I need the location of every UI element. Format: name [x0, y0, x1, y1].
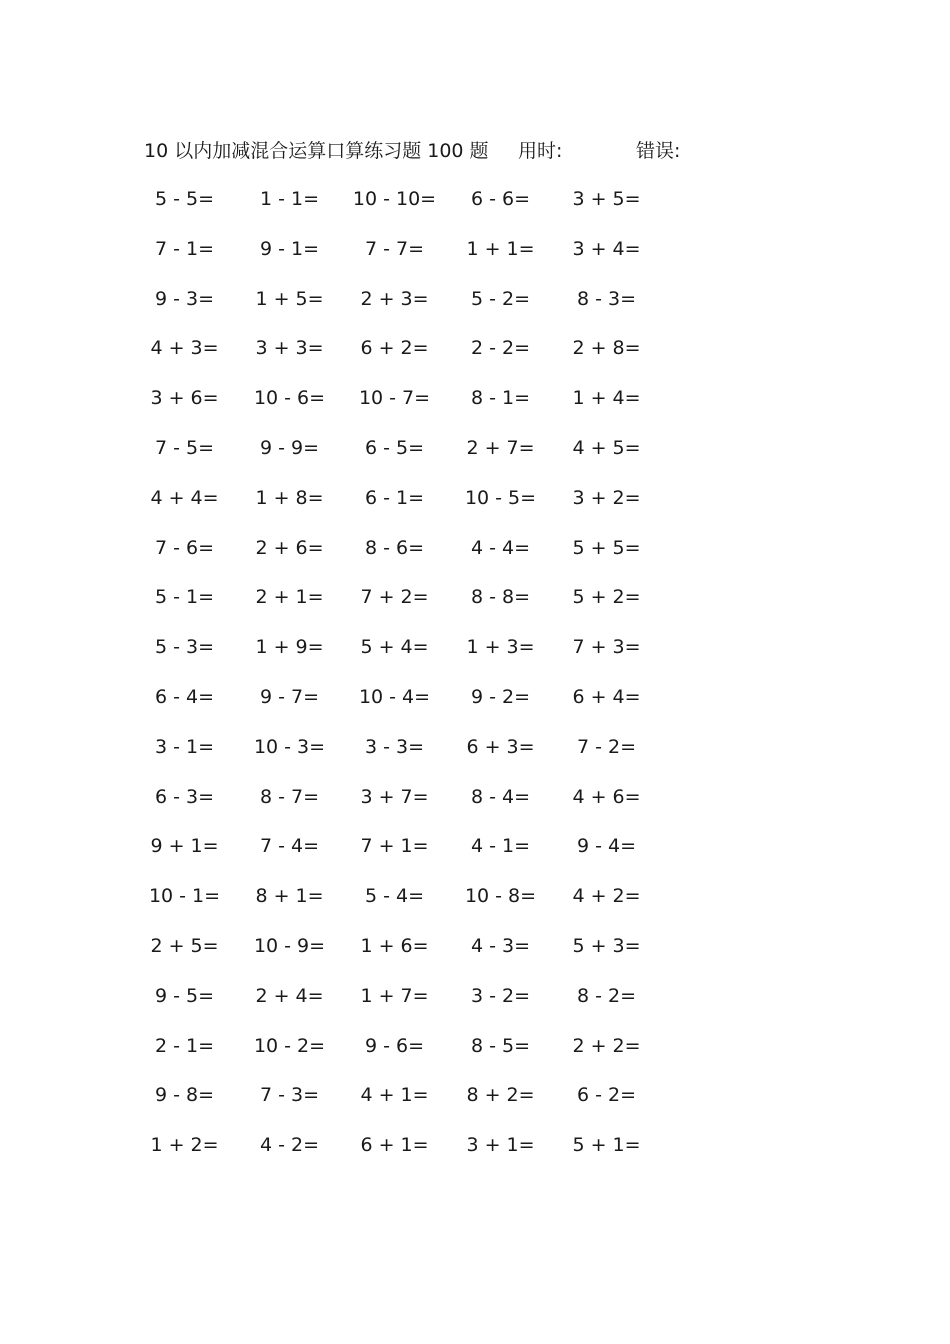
problem-cell: 8 + 1=: [255, 885, 324, 908]
problem-row: [144, 235, 704, 285]
problem-cell: 1 + 4=: [572, 387, 641, 410]
problem-cell: 2 + 8=: [572, 337, 641, 360]
problem-cell: 3 + 7=: [360, 785, 429, 808]
problem-cell: 3 + 5=: [572, 188, 641, 210]
problem-cell: 4 - 2=: [259, 1134, 320, 1157]
problem-cell: 6 + 3=: [466, 735, 535, 758]
problem-cell: 1 + 2=: [150, 1134, 219, 1157]
worksheet-header: [144, 137, 764, 165]
problem-cell: 9 + 1=: [150, 835, 219, 858]
problem-cell: 8 - 4=: [470, 785, 531, 808]
worksheet-title: 10 以内加减混合运算口算练习题 100 题: [144, 140, 489, 162]
problem-cell: 7 - 2=: [576, 735, 637, 758]
problem-row: [144, 882, 704, 932]
problem-cell: 10 - 3=: [253, 735, 326, 758]
problem-cell: 8 - 3=: [576, 287, 637, 310]
problem-cell: 1 + 6=: [360, 934, 429, 957]
time-used-label: 用时:: [518, 140, 563, 162]
problem-cell: 10 - 10=: [352, 188, 437, 210]
problem-cell: 7 - 3=: [259, 1084, 320, 1107]
problem-cell: 6 - 6=: [470, 188, 531, 210]
problem-cell: 8 - 6=: [364, 536, 425, 559]
problem-cell: 9 - 7=: [259, 685, 320, 708]
problem-row: [144, 633, 704, 683]
problem-cell: 9 - 1=: [259, 237, 320, 260]
problem-cell: 10 - 2=: [253, 1034, 326, 1057]
problem-row: [144, 185, 704, 235]
problem-cell: 1 + 1=: [466, 237, 535, 260]
problem-cell: 7 - 1=: [154, 237, 215, 260]
problem-row: [144, 733, 704, 783]
problem-cell: 2 + 5=: [150, 934, 219, 957]
problem-cell: 5 + 5=: [572, 536, 641, 559]
problem-cell: 9 - 4=: [576, 835, 637, 858]
problem-cell: 1 - 1=: [259, 188, 320, 210]
problem-cell: 3 - 2=: [470, 984, 531, 1007]
problem-cell: 8 - 1=: [470, 387, 531, 410]
problem-cell: 1 + 7=: [360, 984, 429, 1007]
problem-cell: 1 + 9=: [255, 636, 324, 659]
problem-row: [144, 434, 704, 484]
problem-cell: 2 + 2=: [572, 1034, 641, 1057]
problem-cell: 5 - 2=: [470, 287, 531, 310]
problem-cell: 10 - 7=: [358, 387, 431, 410]
problem-cell: 2 - 1=: [154, 1034, 215, 1057]
problem-cell: 5 + 3=: [572, 934, 641, 957]
problem-cell: 3 - 3=: [364, 735, 425, 758]
problem-cell: 3 + 2=: [572, 486, 641, 509]
problem-cell: 4 + 5=: [572, 436, 641, 459]
problem-cell: 9 - 2=: [470, 685, 531, 708]
problem-cell: 9 - 3=: [154, 287, 215, 310]
problem-row: [144, 1131, 704, 1181]
problem-row: [144, 932, 704, 982]
problem-cell: 7 - 5=: [154, 436, 215, 459]
problem-cell: 3 - 1=: [154, 735, 215, 758]
problem-row: [144, 583, 704, 633]
problem-cell: 7 + 1=: [360, 835, 429, 858]
problem-cell: 9 - 8=: [154, 1084, 215, 1107]
problem-cell: 8 + 2=: [466, 1084, 535, 1107]
problem-row: [144, 534, 704, 584]
problem-cell: 10 - 6=: [253, 387, 326, 410]
problem-row: [144, 832, 704, 882]
problem-cell: 8 - 5=: [470, 1034, 531, 1057]
problem-cell: 2 + 7=: [466, 436, 535, 459]
problem-cell: 7 - 4=: [259, 835, 320, 858]
problem-row: [144, 783, 704, 833]
problem-cell: 4 - 4=: [470, 536, 531, 559]
problem-cell: 4 + 1=: [360, 1084, 429, 1107]
problem-cell: 10 - 1=: [148, 885, 221, 908]
problem-cell: 5 + 2=: [572, 586, 641, 609]
problem-cell: 4 + 3=: [150, 337, 219, 360]
problem-cell: 1 + 3=: [466, 636, 535, 659]
problem-row: [144, 334, 704, 384]
problem-cell: 10 - 9=: [253, 934, 326, 957]
problem-cell: 7 - 7=: [364, 237, 425, 260]
problem-cell: 6 - 5=: [364, 436, 425, 459]
problem-cell: 9 - 9=: [259, 436, 320, 459]
problem-row: [144, 683, 704, 733]
problem-cell: 9 - 6=: [364, 1034, 425, 1057]
problem-cell: 8 - 2=: [576, 984, 637, 1007]
problem-cell: 6 - 2=: [576, 1084, 637, 1107]
problem-cell: 7 - 6=: [154, 536, 215, 559]
problem-row: [144, 982, 704, 1032]
problem-cell: 6 + 4=: [572, 685, 641, 708]
problem-cell: 3 + 3=: [255, 337, 324, 360]
problem-cell: 3 + 4=: [572, 237, 641, 260]
problem-cell: 5 - 4=: [364, 885, 425, 908]
problem-cell: 2 + 6=: [255, 536, 324, 559]
problem-cell: 2 + 3=: [360, 287, 429, 310]
problem-cell: 8 - 7=: [259, 785, 320, 808]
problem-cell: 6 - 1=: [364, 486, 425, 509]
problem-cell: 5 - 3=: [154, 636, 215, 659]
problem-cell: 3 + 6=: [150, 387, 219, 410]
problem-grid: [144, 185, 704, 1181]
problem-cell: 4 + 4=: [150, 486, 219, 509]
problem-row: [144, 285, 704, 335]
problem-row: [144, 1081, 704, 1131]
problem-cell: 5 + 4=: [360, 636, 429, 659]
problem-cell: 5 + 1=: [572, 1134, 641, 1157]
problem-cell: 1 + 8=: [255, 486, 324, 509]
problem-cell: 7 + 3=: [572, 636, 641, 659]
problem-cell: 2 + 4=: [255, 984, 324, 1007]
problem-cell: 4 - 1=: [470, 835, 531, 858]
problem-row: [144, 1032, 704, 1082]
problem-cell: 5 - 5=: [154, 188, 215, 210]
problem-cell: 4 + 6=: [572, 785, 641, 808]
problem-cell: 4 + 2=: [572, 885, 641, 908]
problem-cell: 3 + 1=: [466, 1134, 535, 1157]
error-count-label: 错误:: [636, 140, 681, 162]
problem-cell: 2 + 1=: [255, 586, 324, 609]
problem-cell: 4 - 3=: [470, 934, 531, 957]
problem-cell: 6 + 1=: [360, 1134, 429, 1157]
problem-cell: 5 - 1=: [154, 586, 215, 609]
problem-cell: 10 - 5=: [464, 486, 537, 509]
problem-row: [144, 384, 704, 434]
problem-cell: 6 - 4=: [154, 685, 215, 708]
problem-cell: 1 + 5=: [255, 287, 324, 310]
problem-cell: 10 - 8=: [464, 885, 537, 908]
problem-cell: 6 + 2=: [360, 337, 429, 360]
problem-cell: 2 - 2=: [470, 337, 531, 360]
problem-cell: 7 + 2=: [360, 586, 429, 609]
problem-cell: 9 - 5=: [154, 984, 215, 1007]
problem-cell: 6 - 3=: [154, 785, 215, 808]
problem-row: [144, 484, 704, 534]
problem-cell: 10 - 4=: [358, 685, 431, 708]
problem-cell: 8 - 8=: [470, 586, 531, 609]
